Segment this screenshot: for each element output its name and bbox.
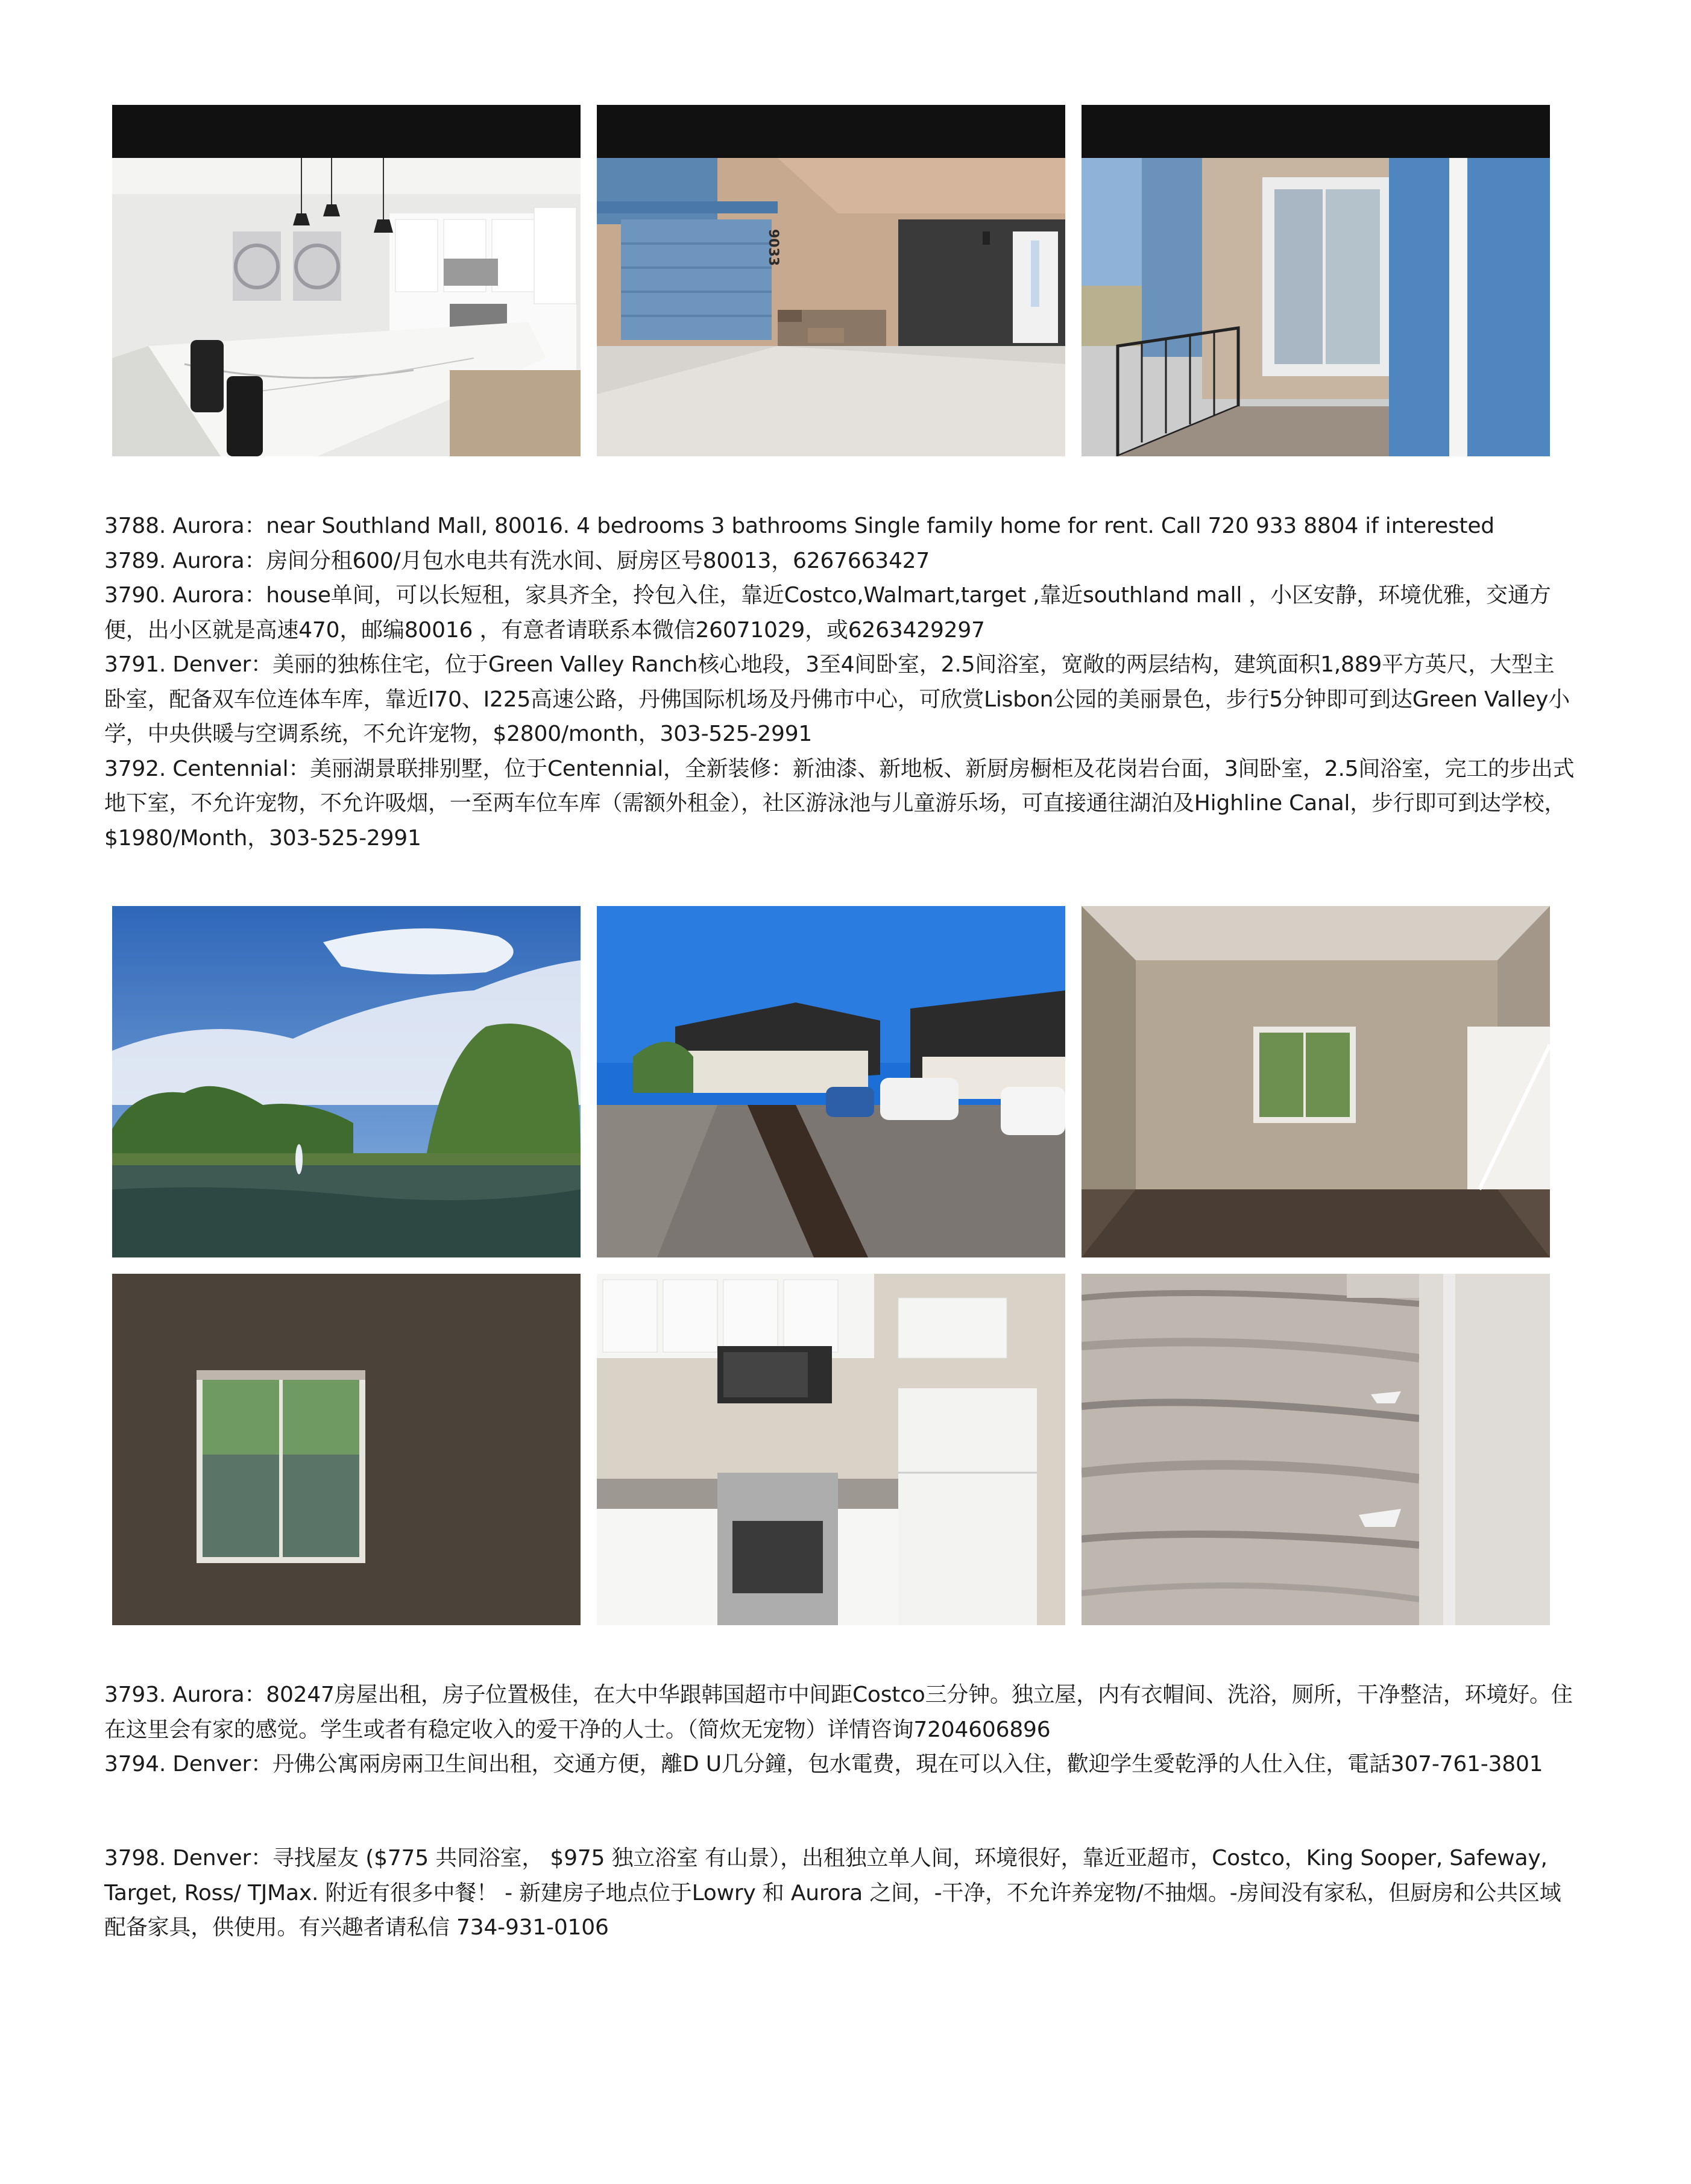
listing-3788: 3788. Aurora：near Southland Mall, 80016. 4 bedrooms 3 bathrooms Single family home for rent. Call 720 933 8804 if interested	[104, 514, 1494, 538]
listings-block-bottom	[104, 1841, 1575, 1945]
photo-empty-living-room	[1082, 906, 1550, 1257]
photo-kitchen-island	[112, 105, 581, 456]
photo-lake-view	[112, 906, 581, 1257]
photo-garage-exterior	[597, 105, 1065, 456]
listing-3798: 3798. Denver：寻找屋友 ($775 共同浴室， $975 独立浴室 有山景），出租独立单人间，环境很好，靠近亚超市，Costco，King Sooper, Safeway, Target, Ross/ TJMax. 附近有很多中餐！ - 新建房子地点位于Lowry 和 Aurora 之间，-干净，不允许养宠物/不抽烟。-房间没有家私，但厨房和公共区域配备家具，供使用。有兴趣者请私信 734-931-0106	[104, 1846, 1561, 1940]
house-number-label: 9033	[766, 229, 781, 266]
photo-window-lake	[112, 1274, 581, 1625]
photo-kitchen-appliances	[597, 1274, 1065, 1625]
listing-3789: 3789. Aurora：房间分租600/月包水电共有洗水间、厨房区号80013，6267663427	[104, 548, 930, 573]
listings-block-top	[104, 509, 1575, 855]
listing-3792: 3792. Centennial：美丽湖景联排别墅，位于Centennial，全新装修：新油漆、新地板、新厨房橱柜及花岗岩台面，3间卧室，2.5间浴室，完工的步出式地下室，不允许宠物，不允许吸烟，一至两车位车库（需额外租金），社区游泳池与儿童游乐场，可直接通往湖泊及Highline Canal，步行即可到达学校，$1980/Month，303-525-2991	[104, 756, 1575, 851]
photo-parking-lot	[597, 906, 1065, 1257]
listings-block-middle	[104, 1678, 1575, 1782]
listing-3794: 3794. Denver：丹佛公寓兩房兩卫生间出租，交通方便，離D U几分鐘，包水電费，現在可以入住，歡迎学生愛乾淨的人仕入住，電話307-761-3801	[104, 1752, 1543, 1776]
listing-3793: 3793. Aurora：80247房屋出租，房子位置极佳，在大中华跟韩国超市中间距Costco三分钟。独立屋，内有衣帽间、洗浴，厕所，干净整洁，环境好。住在这里会有家的感觉。学生或者有稳定收入的爱干净的人士。（简炊无宠物）详情咨询7204606896	[104, 1682, 1573, 1742]
photo-balcony-door	[1082, 105, 1550, 456]
photo-bathroom-shower	[1082, 1274, 1550, 1625]
listing-3790: 3790. Aurora：house单间，可以长短租，家具齐全，拎包入住，靠近Costco,Walmart,target ,靠近southland mall ，小区安静，环境优雅，交通方便，出小区就是高速470，邮编80016 ，有意者请联系本微信26071029，或6263429297	[104, 583, 1551, 643]
listing-3791: 3791. Denver：美丽的独栋住宅，位于Green Valley Ranch核心地段，3至4间卧室，2.5间浴室，宽敞的两层结构，建筑面积1,889平方英尺，大型主卧室，配备双车位连体车库，靠近I70、I225高速公路，丹佛国际机场及丹佛市中心，可欣赏Lisbon公园的美丽景色，步行5分钟即可到达Green Valley小学，中央供暖与空调系统，不允许宠物，$2800/month，303-525-2991	[104, 652, 1570, 746]
